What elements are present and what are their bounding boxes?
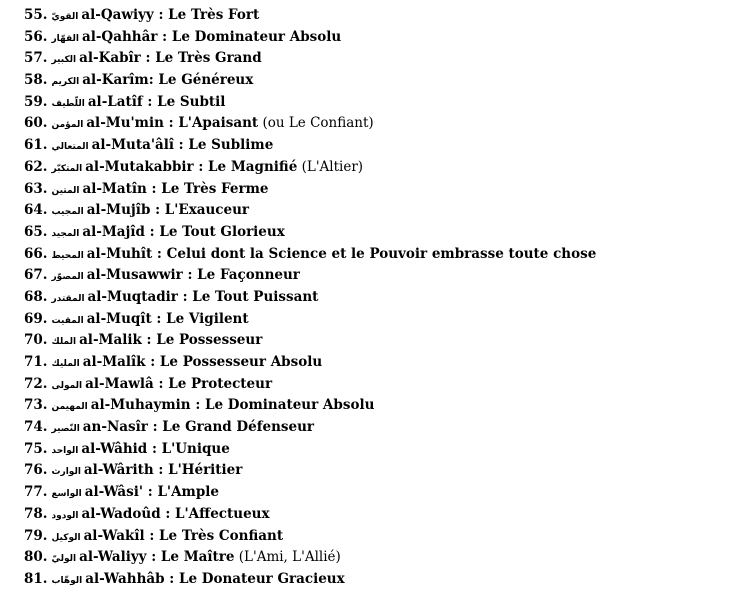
transliterated-name: al-Wadoûd <box>81 505 161 522</box>
separator: : <box>160 505 176 522</box>
separator: : <box>141 332 157 349</box>
entry-number: 79. <box>24 527 48 544</box>
arabic-name: الكريم <box>51 77 80 88</box>
separator: : <box>152 245 167 262</box>
arabic-name: المليك <box>51 359 80 369</box>
list-item <box>24 92 596 114</box>
separator: : <box>142 93 158 110</box>
french-meaning: Le Tout Glorieux <box>159 223 285 240</box>
separator: : <box>164 570 179 587</box>
arabic-name: الوهّاب <box>51 575 83 586</box>
transliterated-name: al-Mawlâ <box>85 375 154 392</box>
arabic-name: المؤمن <box>51 120 84 131</box>
arabic-name: المتعالي <box>51 142 89 153</box>
arabic-name: المصوّر <box>51 272 84 283</box>
transliterated-name: al-Muhît <box>86 245 153 262</box>
transliterated-name: al-Wahhâb <box>85 570 165 587</box>
separator: : <box>151 310 167 327</box>
transliterated-name: al-Mu'min <box>86 115 164 132</box>
french-meaning: Le Donateur Gracieux <box>178 570 345 587</box>
transliterated-name: al-Muta'âlî <box>91 137 174 154</box>
separator: : <box>144 223 160 240</box>
french-meaning: Le Façonneur <box>197 267 300 284</box>
arabic-name: المجيب <box>51 207 84 218</box>
transliterated-name: al-Mujîb <box>86 202 151 219</box>
arabic-name: القهّار <box>51 33 79 44</box>
transliterated-name: al-Muhaymin <box>90 397 191 414</box>
arabic-name: القويّ <box>51 12 79 22</box>
french-meaning: Le Maître <box>160 549 235 566</box>
list-item <box>24 265 596 287</box>
list-item <box>24 287 596 309</box>
list-item <box>24 244 596 266</box>
entry-number: 55. <box>24 7 48 23</box>
parenthetical-note: (L'Altier) <box>301 158 364 175</box>
arabic-name: الوكيل <box>51 532 81 543</box>
list-item <box>24 482 596 504</box>
separator: : <box>147 440 162 457</box>
french-meaning: Le Magnifié <box>208 158 298 175</box>
entry-number: 75. <box>24 440 48 457</box>
list-item <box>24 179 596 201</box>
list-item <box>24 330 596 352</box>
french-meaning: Le Très Confiant <box>159 527 284 544</box>
list-item <box>24 352 596 374</box>
entry-number: 64. <box>24 202 48 219</box>
entry-number: 70. <box>24 332 48 349</box>
french-meaning: Le Possesseur Absolu <box>159 354 323 370</box>
entry-number: 76. <box>24 462 48 479</box>
list-item <box>24 48 596 70</box>
separator: : <box>177 288 193 305</box>
french-meaning: L'Ample <box>157 484 219 501</box>
transliterated-name: al-Wâsi' <box>84 484 144 501</box>
entry-number: 58. <box>24 72 48 89</box>
separator: : <box>146 180 162 197</box>
separator: : <box>143 484 158 501</box>
arabic-name: المقيت <box>51 315 84 326</box>
list-item <box>24 200 596 222</box>
entry-number: 65. <box>24 223 48 240</box>
transliterated-name: al-Matîn <box>82 180 147 197</box>
list-item <box>24 417 596 439</box>
transliterated-name: al-Qawiyy <box>81 7 154 23</box>
transliterated-name: al-Wakîl <box>83 527 145 544</box>
french-meaning: L'Apaisant <box>178 115 259 132</box>
list-item <box>24 135 596 157</box>
entry-number: 61. <box>24 137 48 154</box>
list-item <box>24 70 596 92</box>
transliterated-name: an-Nasîr <box>82 419 148 436</box>
arabic-name: الملك <box>51 337 77 348</box>
arabic-name: اللّطيف <box>51 98 85 109</box>
arabic-name: الودود <box>51 510 79 521</box>
separator: : <box>163 115 179 132</box>
entry-number: 80. <box>24 549 48 566</box>
parenthetical-note: (ou Le Confiant) <box>262 115 374 132</box>
french-meaning: Le Vigilent <box>166 310 249 327</box>
list-item <box>24 526 596 548</box>
list-item <box>24 569 596 591</box>
french-meaning: Le Très Ferme <box>161 180 269 197</box>
arabic-name: الوليّ <box>51 554 77 565</box>
entry-number: 67. <box>24 267 48 284</box>
french-meaning: L'Héritier <box>168 462 243 479</box>
arabic-name: المهيمن <box>51 402 88 413</box>
names-list <box>24 5 596 591</box>
french-meaning: Le Généreux <box>158 72 254 89</box>
list-item <box>24 309 596 331</box>
arabic-name: الواسع <box>51 489 82 500</box>
arabic-name: النّصير <box>51 424 80 435</box>
transliterated-name: al-Musawwir <box>86 267 183 284</box>
entry-number: 78. <box>24 505 48 522</box>
separator: : <box>182 267 198 284</box>
transliterated-name: al-Muqtadir <box>87 288 178 305</box>
entry-number: 74. <box>24 419 48 436</box>
transliterated-name: al-Latîf <box>87 93 143 110</box>
transliterated-name: al-Malik <box>79 332 142 349</box>
list-item <box>24 547 596 569</box>
entry-number: 81. <box>24 570 48 587</box>
french-meaning: L'Affectueux <box>175 505 270 522</box>
separator: : <box>146 549 161 566</box>
entry-number: 66. <box>24 245 48 262</box>
entry-number: 63. <box>24 180 48 197</box>
list-item <box>24 395 596 417</box>
entry-number: 73. <box>24 397 48 414</box>
list-item <box>24 504 596 526</box>
separator: : <box>145 354 160 370</box>
list-item <box>24 460 596 482</box>
arabic-name: المحيط <box>51 250 84 261</box>
entry-number: 57. <box>24 50 48 67</box>
parenthetical-note: (L'Ami, L'Allié) <box>238 549 341 566</box>
separator: : <box>153 375 169 392</box>
separator: : <box>153 462 169 479</box>
french-meaning: L'Unique <box>161 440 230 457</box>
separator: : <box>157 28 172 45</box>
transliterated-name: al-Majîd <box>82 223 145 240</box>
entry-number: 72. <box>24 375 48 392</box>
separator: : <box>140 50 156 67</box>
transliterated-name: al-Muqît <box>86 310 152 327</box>
separator: : <box>193 158 209 175</box>
transliterated-name: al-Wârith <box>83 462 154 479</box>
separator: : <box>147 419 163 436</box>
list-item <box>24 27 596 49</box>
entry-number: 62. <box>24 158 48 175</box>
entry-number: 77. <box>24 484 48 501</box>
entry-number: 59. <box>24 93 48 110</box>
french-meaning: Le Possesseur <box>156 332 263 349</box>
french-meaning: Le Tout Puissant <box>192 288 319 305</box>
arabic-name: المجيد <box>51 228 80 239</box>
list-item <box>24 439 596 461</box>
transliterated-name: al-Karîm <box>82 72 149 89</box>
entry-number: 60. <box>24 115 48 132</box>
transliterated-name: al-Kabîr <box>79 50 141 67</box>
french-meaning: Le Subtil <box>157 93 226 110</box>
separator: : <box>144 527 160 544</box>
arabic-name: الكبير <box>51 55 77 66</box>
french-meaning: Le Dominateur Absolu <box>205 397 375 414</box>
french-meaning: Celui dont la Science et le Pouvoir embrasse toute chose <box>166 245 597 262</box>
arabic-name: المتين <box>51 185 80 196</box>
french-meaning: Le Protecteur <box>168 375 273 392</box>
transliterated-name: al-Mutakabbir <box>85 158 194 175</box>
list-item <box>24 157 596 179</box>
entry-number: 71. <box>24 354 48 370</box>
french-meaning: Le Sublime <box>188 137 274 154</box>
transliterated-name: al-Qahhâr <box>81 28 158 45</box>
french-meaning: Le Très Fort <box>168 7 260 23</box>
list-item <box>24 5 596 27</box>
french-meaning: L'Exauceur <box>164 202 250 219</box>
list-item <box>24 222 596 244</box>
french-meaning: Le Grand Défenseur <box>162 419 315 436</box>
separator: : <box>173 137 189 154</box>
separator: : <box>190 397 206 414</box>
separator: : <box>148 72 159 89</box>
separator: : <box>150 202 165 219</box>
arabic-name: الواحد <box>51 445 79 456</box>
list-item <box>24 374 596 396</box>
entry-number: 69. <box>24 310 48 327</box>
transliterated-name: al-Wâhid <box>81 440 148 457</box>
arabic-name: المقتدر <box>51 293 85 304</box>
entry-number: 68. <box>24 288 48 305</box>
arabic-name: المولى <box>51 380 83 391</box>
transliterated-name: al-Waliyy <box>79 549 147 566</box>
entry-number: 56. <box>24 28 48 45</box>
arabic-name: الوارث <box>51 467 81 478</box>
separator: : <box>153 7 169 23</box>
transliterated-name: al-Malîk <box>82 354 146 370</box>
french-meaning: Le Très Grand <box>155 50 262 67</box>
french-meaning: Le Dominateur Absolu <box>171 28 342 45</box>
list-item <box>24 113 596 135</box>
arabic-name: المتكبّر <box>51 163 83 174</box>
